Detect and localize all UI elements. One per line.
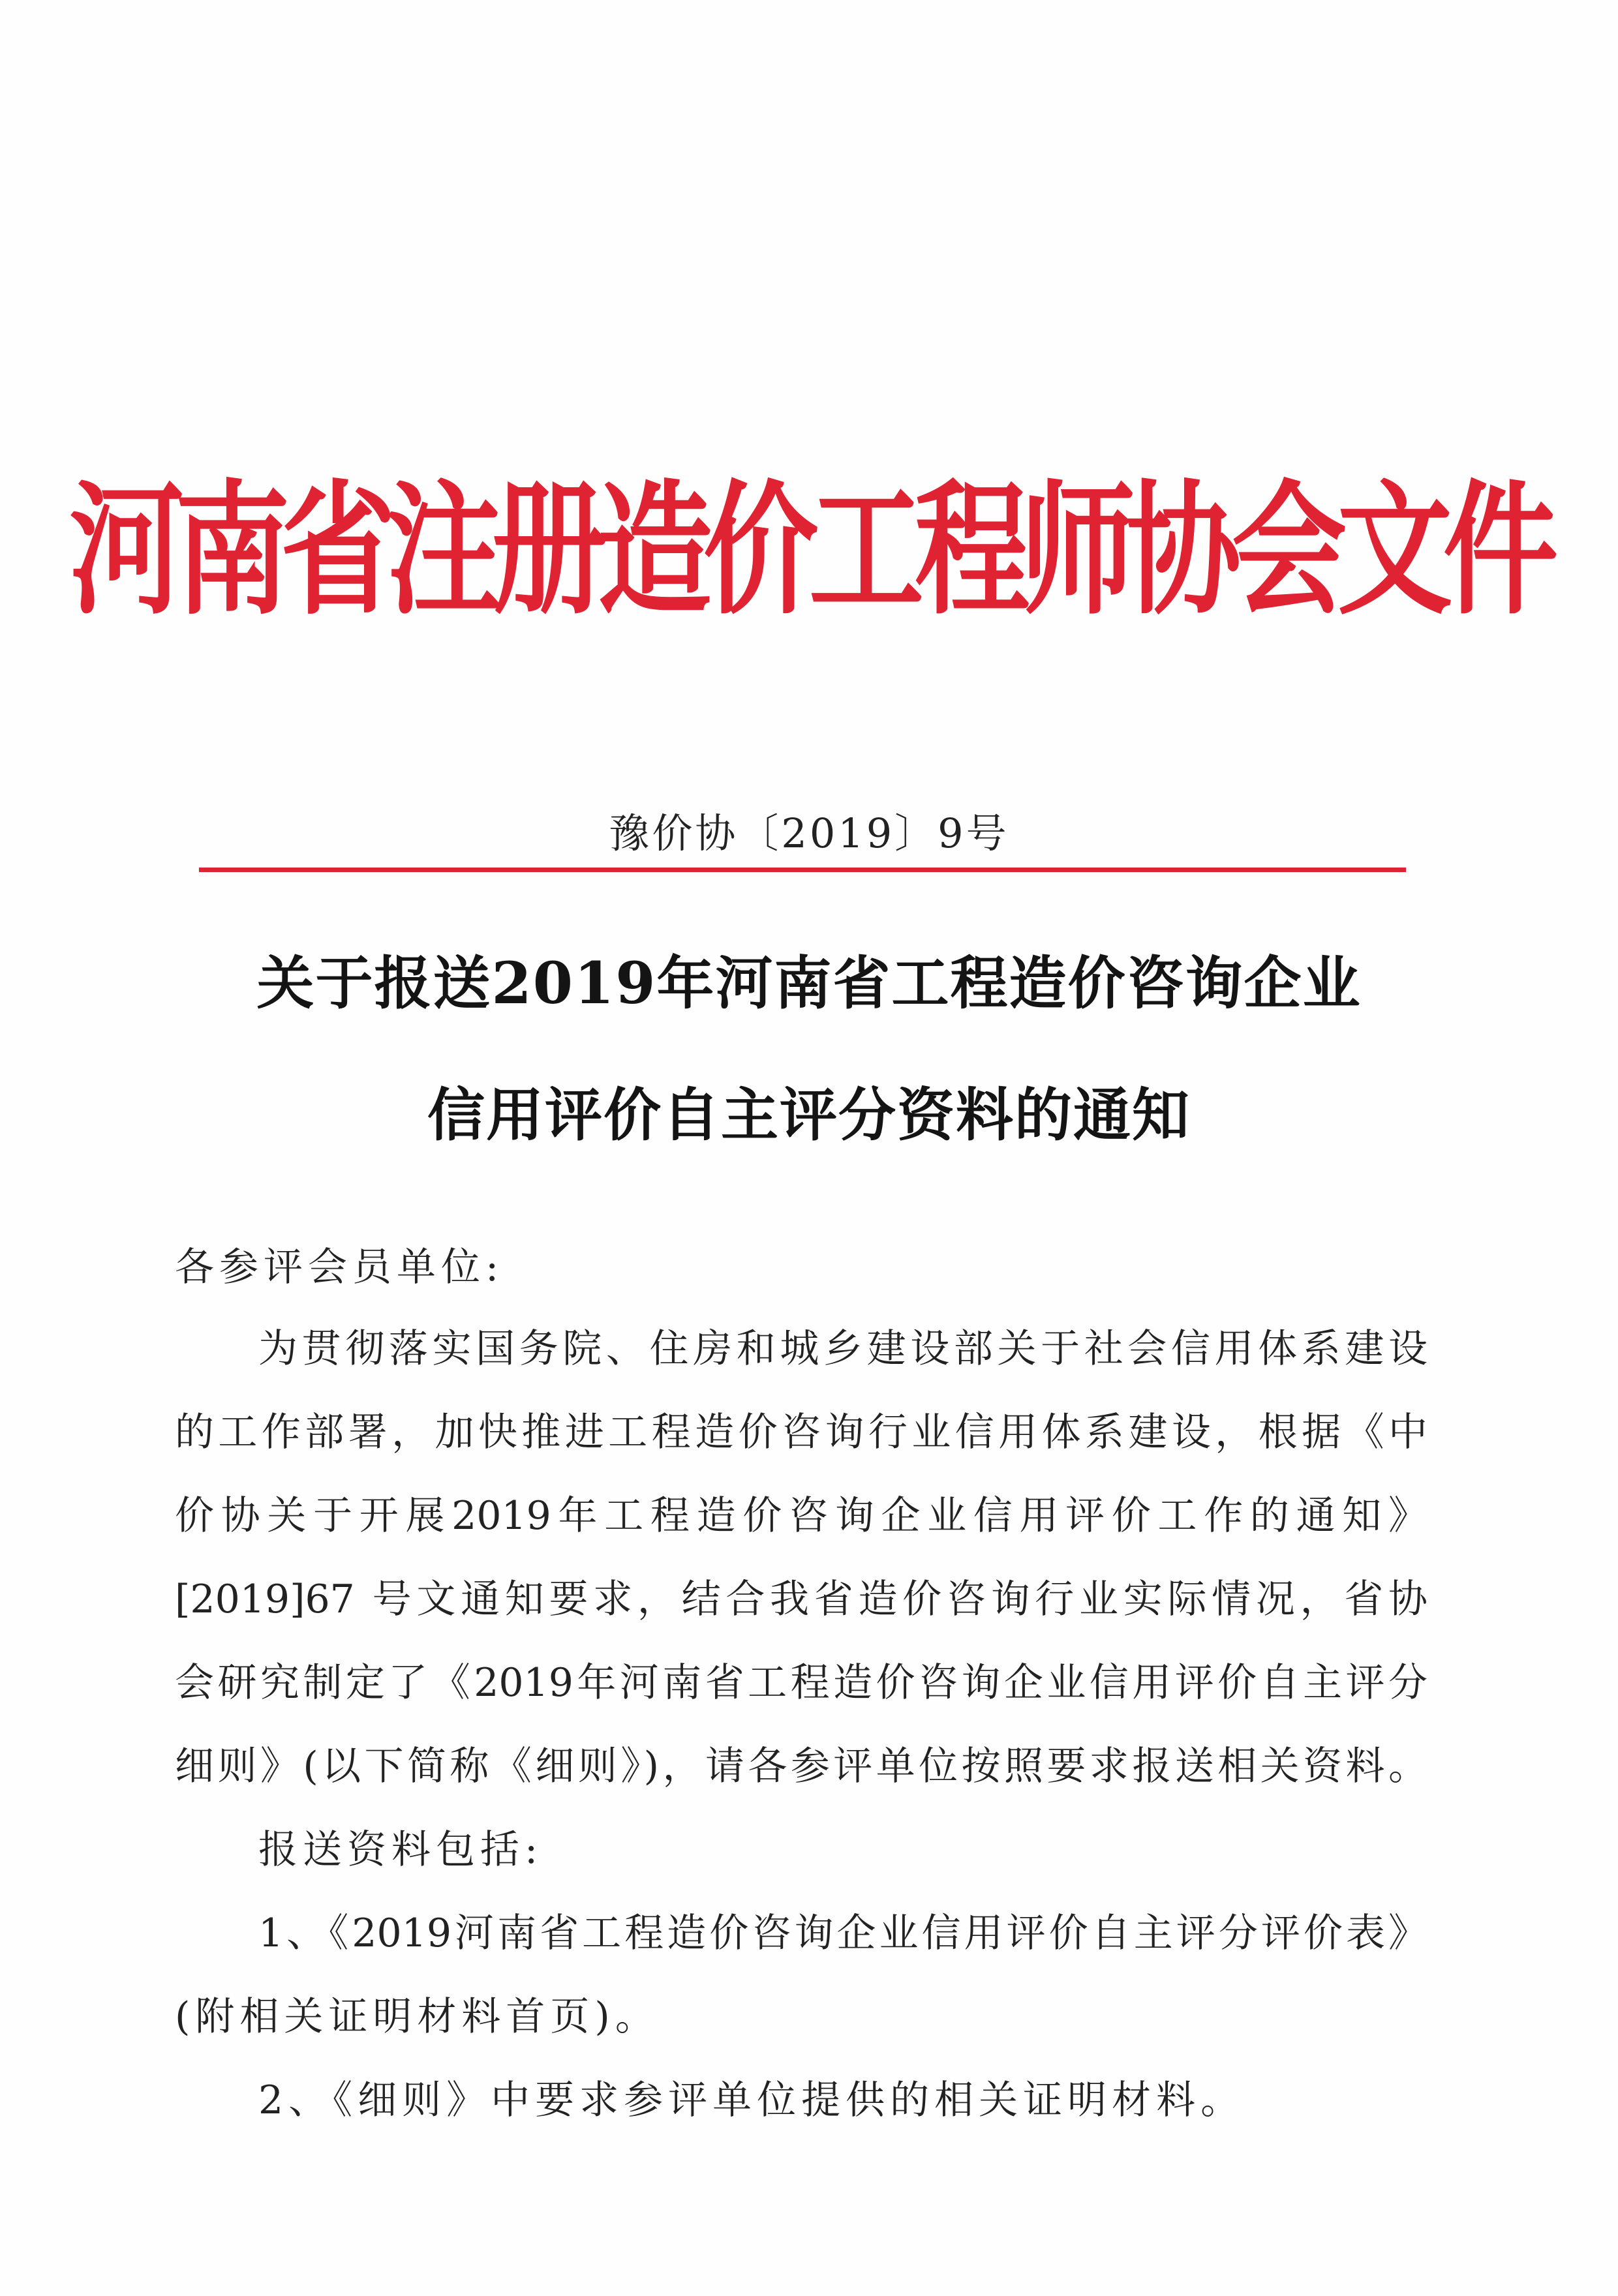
notice-title-line-1: 关于报送2019年河南省工程造价咨询企业 <box>256 949 1362 1017</box>
red-divider-line <box>199 868 1406 872</box>
body-line: [2019]67 号文通知要求，结合我省造价咨询行业实际情况，省协 <box>175 1577 1427 1622</box>
body-line: 会研究制定了《2019年河南省工程造价咨询企业信用评价自主评分 <box>175 1660 1427 1706</box>
document-number: 豫价协〔2019〕9号 <box>609 809 1009 857</box>
body-line: 细则》(以下简称《细则》)，请各参评单位按照要求报送相关资料。 <box>175 1744 1427 1789</box>
body-line: 报送资料包括: <box>258 1827 543 1873</box>
salutation: 各参评会员单位: <box>175 1245 504 1290</box>
body-line: 的工作部署，加快推进工程造价咨询行业信用体系建设，根据《中 <box>175 1410 1427 1455</box>
body-line: (附相关证明材料首页)。 <box>175 1994 660 2040</box>
body-line: 价协关于开展2019年工程造价咨询企业信用评价工作的通知》 <box>175 1493 1427 1539</box>
body-line: 为贯彻落实国务院、住房和城乡建设部关于社会信用体系建设 <box>258 1326 1427 1372</box>
notice-title-line-2: 信用评价自主评分资料的通知 <box>427 1081 1191 1149</box>
body-line: 1、《2019河南省工程造价咨询企业信用评价自主评分评价表》 <box>258 1911 1427 1956</box>
body-line: 2、《细则》中要求参评单位提供的相关证明材料。 <box>258 2077 1245 2123</box>
masthead-title: 河南省注册造价工程师协会文件 <box>69 466 1549 634</box>
